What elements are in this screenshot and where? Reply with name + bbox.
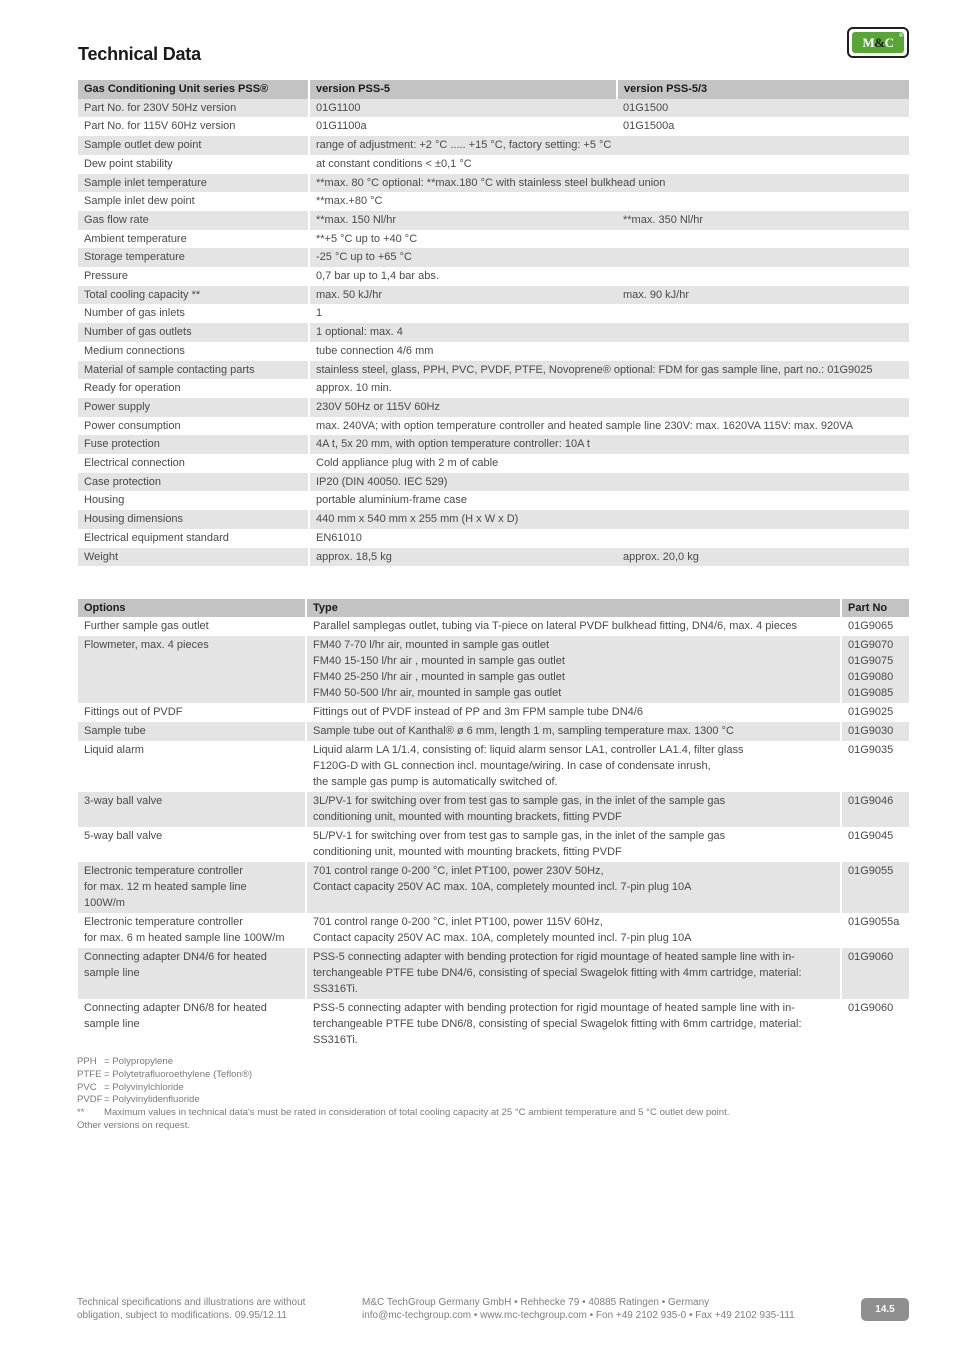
table-row xyxy=(78,361,909,380)
cell-line: 01G9080 xyxy=(848,671,894,683)
table-row xyxy=(78,398,909,417)
cell-line: 3-way ball valve xyxy=(84,795,163,807)
option-cell xyxy=(78,741,306,792)
table-row xyxy=(78,827,909,862)
value-cell: max. 240VA; with option temperature controller and heated sample line 230V: max. 1620VA 115V: max. 920VA xyxy=(316,419,854,432)
type-cell xyxy=(306,999,841,1050)
table-row xyxy=(78,454,909,473)
table-row xyxy=(78,136,909,155)
table-row xyxy=(78,155,909,174)
parameter-cell: Case protection xyxy=(78,473,309,492)
option-cell xyxy=(78,999,306,1050)
cell-line: Parallel samplegas outlet, tubing via T-piece on lateral PVDF bulkhead fitting, DN4/6, max. 4 pieces xyxy=(313,620,798,632)
value-cell: 01G1100 xyxy=(309,99,617,118)
table-row xyxy=(78,529,909,548)
abbreviation-value: = Polyvinylidenfluoride xyxy=(104,1094,200,1106)
value-cell: max. 50 kJ/hr xyxy=(309,286,617,305)
table-row xyxy=(78,473,909,492)
abbreviation-item xyxy=(77,1082,729,1095)
parameter-cell: Electrical equipment standard xyxy=(78,529,309,548)
company-logo xyxy=(847,27,909,58)
table-row xyxy=(78,741,909,792)
table-row xyxy=(78,267,909,286)
option-cell xyxy=(78,722,306,741)
cell-line: terchangeable PTFE tube DN6/8, consisting of special Swagelok fitting with 6mm cartridge, material: xyxy=(313,1018,802,1030)
value-cell: tube connection 4/6 mm xyxy=(316,344,434,357)
abbreviation-list xyxy=(77,1056,729,1107)
parameter-cell: Ready for operation xyxy=(78,379,309,398)
cell-line: 01G9055 xyxy=(848,865,894,877)
header-cell: Options xyxy=(78,599,306,617)
logo-letter-c: C xyxy=(884,34,894,50)
footer-contact xyxy=(362,1296,795,1322)
type-cell xyxy=(306,617,841,636)
parameter-cell: Sample outlet dew point xyxy=(78,136,309,155)
part-no-cell xyxy=(841,703,909,722)
table-header-row xyxy=(78,599,909,617)
footer-line: obligation, subject to modifications. 09.95/12.11 xyxy=(77,1310,287,1321)
table-row xyxy=(78,948,909,999)
value-cell: portable aluminium-frame case xyxy=(316,494,468,507)
logo-registered-mark: ® xyxy=(899,33,903,39)
parameter-cell: Medium connections xyxy=(78,342,309,361)
cell-line: FM40 25-250 l/hr air , mounted in sample gas outlet xyxy=(313,671,565,683)
parameter-cell: Material of sample contacting parts xyxy=(78,361,309,380)
part-no-cell xyxy=(841,999,909,1050)
value-cell: 1 optional: max. 4 xyxy=(309,323,909,342)
table-row xyxy=(78,548,909,567)
cell-line: 01G9060 xyxy=(848,951,894,963)
option-cell xyxy=(78,862,306,913)
parameter-cell: Weight xyxy=(78,548,309,567)
notes-section xyxy=(77,1056,729,1133)
parameter-cell: Fuse protection xyxy=(78,435,309,454)
part-no-cell xyxy=(841,617,909,636)
value-cell: -25 °C up to +65 °C xyxy=(309,248,909,267)
table-row xyxy=(78,342,909,361)
table-row xyxy=(78,230,909,249)
cell-line: 5-way ball valve xyxy=(84,830,163,842)
parameter-cell: Part No. for 230V 50Hz version xyxy=(78,99,309,118)
table-row xyxy=(78,510,909,529)
table-row xyxy=(78,999,909,1050)
header-cell: version PSS-5/3 xyxy=(617,80,909,99)
cell-line: conditioning unit, mounted with mounting brackets, fitting PVDF xyxy=(313,846,622,858)
table-row xyxy=(78,117,909,136)
cell-line: 01G9025 xyxy=(848,706,894,718)
footnote xyxy=(77,1107,729,1120)
cell-line: F120G-D with GL connection incl. mountage/wiring. In case of condensate inrush, xyxy=(313,760,711,772)
cell-line: 701 control range 0-200 °C, inlet PT100, power 115V 60Hz, xyxy=(313,916,603,928)
parameter-cell: Housing xyxy=(78,491,309,510)
table-row xyxy=(78,174,909,193)
cell-line: FM40 15-150 l/hr air , mounted in sample gas outlet xyxy=(313,655,565,667)
parameter-cell: Total cooling capacity ** xyxy=(78,286,309,305)
value-cell: at constant conditions < ±0,1 °C xyxy=(316,157,472,170)
cell-line: 01G9046 xyxy=(848,795,894,807)
abbreviation-value: = Polypropylene xyxy=(104,1056,174,1067)
logo-ampersand: & xyxy=(874,34,885,50)
parameter-cell: Ambient temperature xyxy=(78,230,309,249)
cell-line: 01G9085 xyxy=(848,687,894,699)
type-cell xyxy=(306,827,841,862)
option-cell xyxy=(78,827,306,862)
cell-line: 01G9070 xyxy=(848,639,894,651)
table-row xyxy=(78,192,909,211)
footer-line: M&C TechGroup Germany GmbH • Rehhecke 79 • 40885 Ratingen • Germany xyxy=(362,1297,710,1308)
cell-line: Liquid alarm xyxy=(84,744,144,756)
type-cell xyxy=(306,703,841,722)
cell-line: 01G9060 xyxy=(848,1002,894,1014)
cell-line: Connecting adapter DN4/6 for heated xyxy=(84,951,267,963)
part-no-cell xyxy=(841,913,909,948)
abbreviation-key: PTFE xyxy=(77,1068,102,1080)
abbreviation-item xyxy=(77,1056,729,1069)
value-cell: **max. 80 °C optional: **max.180 °C with stainless steel bulkhead union xyxy=(309,174,909,193)
parameter-cell: Storage temperature xyxy=(78,248,309,267)
cell-line: Fittings out of PVDF xyxy=(84,706,183,718)
parameter-cell: Pressure xyxy=(78,267,309,286)
type-cell xyxy=(306,636,841,703)
option-cell xyxy=(78,617,306,636)
technical-data-table xyxy=(78,80,909,566)
value-cell: 4A t, 5x 20 mm, with option temperature controller: 10A t xyxy=(309,435,909,454)
value-cell: **max.+80 °C xyxy=(316,195,383,208)
table-row xyxy=(78,99,909,118)
table-row xyxy=(78,417,909,436)
value-cell: **max. 350 Nl/hr xyxy=(617,211,909,230)
header-cell: version PSS-5 xyxy=(309,80,617,99)
part-no-cell xyxy=(841,792,909,827)
table-row xyxy=(78,435,909,454)
type-cell xyxy=(306,722,841,741)
abbreviation-key: PVC xyxy=(77,1081,97,1093)
option-cell xyxy=(78,913,306,948)
cell-line: Sample tube xyxy=(84,725,146,737)
cell-line: Contact capacity 250V AC max. 10A, completely mounted incl. 7-pin plug 10A xyxy=(313,881,692,893)
cell-line: 5L/PV-1 for switching over from test gas to sample gas, in the inlet of the sample gas xyxy=(313,830,726,842)
value-cell: 01G1500 xyxy=(617,99,909,118)
option-cell xyxy=(78,636,306,703)
table-row xyxy=(78,862,909,913)
cell-line: 3L/PV-1 for switching over from test gas to sample gas, in the inlet of the sample gas xyxy=(313,795,726,807)
option-cell xyxy=(78,703,306,722)
cell-line: 01G9065 xyxy=(848,620,894,632)
table-row xyxy=(78,636,909,703)
value-cell: range of adjustment: +2 °C ..... +15 °C, factory setting: +5 °C xyxy=(309,136,909,155)
value-cell: approx. 18,5 kg xyxy=(309,548,617,567)
table-row xyxy=(78,248,909,267)
cell-line: terchangeable PTFE tube DN4/6, consisting of special Swagelok fitting with 4mm cartridge, material: xyxy=(313,967,802,979)
abbreviation-item xyxy=(77,1094,729,1107)
parameter-cell: Housing dimensions xyxy=(78,510,309,529)
cell-line: 01G9035 xyxy=(848,744,894,756)
footer-line: Technical specifications and illustrations are without xyxy=(77,1297,306,1308)
cell-line: 01G9055a xyxy=(848,916,900,928)
option-cell xyxy=(78,792,306,827)
parameter-cell: Number of gas inlets xyxy=(78,304,309,323)
table-row xyxy=(78,491,909,510)
type-cell xyxy=(306,948,841,999)
abbreviation-value: = Polytetrafluoroethylene (Teflon®) xyxy=(104,1068,253,1080)
part-no-cell xyxy=(841,948,909,999)
part-no-cell xyxy=(841,827,909,862)
type-cell xyxy=(306,862,841,913)
cell-line: Further sample gas outlet xyxy=(84,620,209,632)
value-cell: 01G1100a xyxy=(316,120,367,133)
cell-line: FM40 7-70 l/hr air, mounted in sample gas outlet xyxy=(313,639,550,651)
table-row xyxy=(78,792,909,827)
cell-line: Contact capacity 250V AC max. 10A, completely mounted incl. 7-pin plug 10A xyxy=(313,932,692,944)
option-cell xyxy=(78,948,306,999)
value-cell: 230V 50Hz or 115V 60Hz xyxy=(309,398,909,417)
value-cell: 0,7 bar up to 1,4 bar abs. xyxy=(316,270,439,283)
cell-line: conditioning unit, mounted with mounting brackets, fitting PVDF xyxy=(313,811,622,823)
cell-line: sample line xyxy=(84,1018,140,1030)
abbreviation-key: PPH xyxy=(77,1056,97,1067)
value-cell: 1 xyxy=(316,307,323,320)
value-cell: 01G1500a xyxy=(623,120,675,133)
cell-line: SS316Ti. xyxy=(313,983,358,995)
footnote-text: Maximum values in technical data's must be rated in consideration of total cooling capacity at 25 °C ambient temperature and 5 °C outlet dew point. xyxy=(104,1107,730,1119)
table-row xyxy=(78,379,909,398)
table-header-row xyxy=(78,80,909,99)
value-cell: **max. 150 Nl/hr xyxy=(309,211,617,230)
table-row xyxy=(78,286,909,305)
part-no-cell xyxy=(841,722,909,741)
part-no-cell xyxy=(841,862,909,913)
cell-line: Flowmeter, max. 4 pieces xyxy=(84,639,209,651)
table-row xyxy=(78,211,909,230)
part-no-cell xyxy=(841,741,909,792)
cell-line: 701 control range 0-200 °C, inlet PT100, power 230V 50Hz, xyxy=(313,865,604,877)
abbreviation-item xyxy=(77,1069,729,1082)
cell-line: for max. 12 m heated sample line xyxy=(84,881,247,893)
parameter-cell: Electrical connection xyxy=(78,454,309,473)
cell-line: for max. 6 m heated sample line 100W/m xyxy=(84,932,285,944)
table-row xyxy=(78,617,909,636)
parameter-cell: Sample inlet dew point xyxy=(78,192,309,211)
cell-line: Sample tube out of Kanthal® ø 6 mm, length 1 m, sampling temperature max. 1300 °C xyxy=(313,725,734,737)
other-versions-note: Other versions on request. xyxy=(77,1119,191,1131)
value-cell: stainless steel, glass, PPH, PVC, PVDF, PTFE, Novoprene® optional: FDM for gas sample line, part no.: 01G9025 xyxy=(309,361,909,380)
parameter-cell: Dew point stability xyxy=(78,155,309,174)
header-cell: Gas Conditioning Unit series PSS® xyxy=(78,80,309,99)
cell-line: Liquid alarm LA 1/1.4, consisting of: liquid alarm sensor LA1, controller LA1.4, filter glass xyxy=(313,744,744,756)
parameter-cell: Power consumption xyxy=(78,417,309,436)
cell-line: FM40 50-500 l/hr air, mounted in sample gas outlet xyxy=(313,687,562,699)
page-title: Technical Data xyxy=(78,44,201,64)
cell-line: 100W/m xyxy=(84,897,125,909)
abbreviation-value: = Polyvinylchloride xyxy=(104,1081,184,1093)
cell-line: PSS-5 connecting adapter with bending protection for rigid mountage of heated sample line with in- xyxy=(313,1002,795,1014)
cell-line: Electronic temperature controller xyxy=(84,865,243,877)
table-row xyxy=(78,323,909,342)
cell-line: 01G9075 xyxy=(848,655,894,667)
parameter-cell: Power supply xyxy=(78,398,309,417)
parameter-cell: Gas flow rate xyxy=(78,211,309,230)
value-cell: EN61010 xyxy=(316,531,362,544)
options-table xyxy=(78,599,909,1050)
value-cell: max. 90 kJ/hr xyxy=(617,286,909,305)
cell-line: the sample gas pump is automatically switched of. xyxy=(313,776,558,788)
value-cell: Cold appliance plug with 2 m of cable xyxy=(316,457,499,470)
type-cell xyxy=(306,741,841,792)
footnote-mark: ** xyxy=(77,1107,85,1119)
cell-line: SS316Ti. xyxy=(313,1034,358,1046)
table-row xyxy=(78,722,909,741)
value-cell: **+5 °C up to +40 °C xyxy=(316,232,418,245)
cell-line: Electronic temperature controller xyxy=(84,916,243,928)
footer-line: info@mc-techgroup.com • www.mc-techgroup.com • Fon +49 2102 935-0 • Fax +49 2102 935-111 xyxy=(362,1310,795,1321)
parameter-cell: Sample inlet temperature xyxy=(78,174,309,193)
part-no-cell xyxy=(841,636,909,703)
abbreviation-key: PVDF xyxy=(77,1094,103,1106)
header-cell: Part No xyxy=(841,599,909,617)
header-cell: Type xyxy=(306,599,841,617)
cell-line: Connecting adapter DN6/8 for heated xyxy=(84,1002,267,1014)
cell-line: sample line xyxy=(84,967,140,979)
table-row xyxy=(78,703,909,722)
cell-line: Fittings out of PVDF instead of PP and 3m FPM sample tube DN4/6 xyxy=(313,706,643,718)
cell-line: 01G9030 xyxy=(848,725,894,737)
value-cell: IP20 (DIN 40050. IEC 529) xyxy=(309,473,909,492)
parameter-cell: Part No. for 115V 60Hz version xyxy=(78,117,309,136)
value-cell: 440 mm x 540 mm x 255 mm (H x W x D) xyxy=(309,510,909,529)
footer-disclaimer xyxy=(77,1296,305,1322)
logo-letter-m: M xyxy=(862,34,875,50)
cell-line: PSS-5 connecting adapter with bending protection for rigid mountage of heated sample line with in- xyxy=(313,951,795,963)
value-cell: approx. 10 min. xyxy=(316,382,392,395)
parameter-cell: Number of gas outlets xyxy=(78,323,309,342)
cell-line: 01G9045 xyxy=(848,830,894,842)
table-row xyxy=(78,304,909,323)
type-cell xyxy=(306,792,841,827)
type-cell xyxy=(306,913,841,948)
value-cell: approx. 20,0 kg xyxy=(617,548,909,567)
table-row xyxy=(78,913,909,948)
page-number-badge: 14.5 xyxy=(861,1298,909,1321)
